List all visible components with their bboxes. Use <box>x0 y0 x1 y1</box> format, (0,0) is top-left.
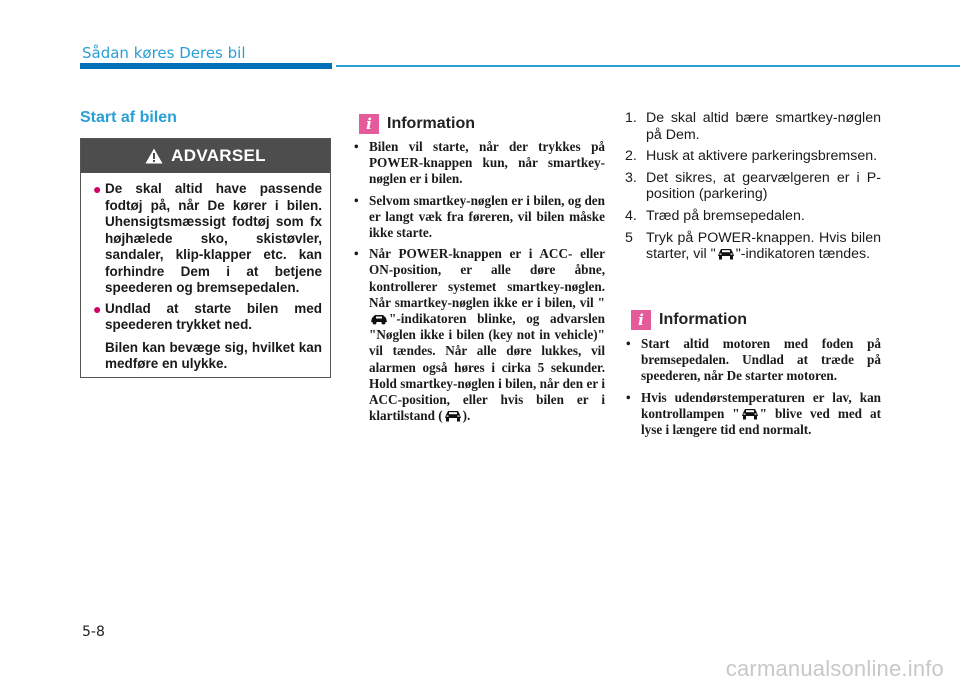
step-text: De skal altid bære smartkey-nøglen på Dem. <box>646 110 881 143</box>
info-heading <box>631 310 747 330</box>
step-number: 4. <box>625 207 637 224</box>
section-title: Start af bilen <box>80 109 177 126</box>
info-title: Information <box>387 115 475 132</box>
step-number: 3. <box>625 169 637 186</box>
header-title: Sådan køres Deres bil <box>82 44 246 62</box>
list-item <box>625 170 881 203</box>
list-item <box>353 193 605 242</box>
list-item <box>353 139 605 188</box>
car-key-indicator-icon <box>369 312 389 325</box>
step-text: Husk at aktivere parkeringsbremsen. <box>646 148 878 165</box>
info-icon: i <box>359 114 379 134</box>
bullet-icon: • <box>626 336 631 351</box>
info-title: Information <box>659 311 747 328</box>
bullet-icon: • <box>354 139 359 154</box>
info-icon: i <box>631 310 651 330</box>
info-heading <box>359 114 475 134</box>
warning-item <box>93 181 322 297</box>
list-item-text: ). <box>462 408 471 424</box>
warning-item <box>93 301 322 334</box>
step-number: 1. <box>625 110 637 126</box>
list-item <box>353 246 605 424</box>
list-item-text: Bilen vil starte, når der trykkes på POWER-knappen kun, når smartkey-nøglen er i bilen. <box>369 139 605 187</box>
info-list <box>353 139 605 429</box>
step-text: Træd på bremsepedalen. <box>646 207 805 224</box>
start-steps-list <box>625 110 881 268</box>
warning-subtext: Bilen kan bevæge sig, hvilket kan medføre en ulykke. <box>105 339 322 371</box>
watermark[interactable]: carmanualsonline.info <box>725 656 944 681</box>
header-rule <box>336 65 960 67</box>
warning-triangle-icon <box>145 148 163 164</box>
list-item-text: Selvom smartkey-nøglen er i bilen, og den er langt væk fra føreren, vil bilen måske ikke starte. <box>369 192 605 241</box>
warning-label: ADVARSEL <box>171 146 266 165</box>
car-ready-indicator-icon <box>716 247 736 260</box>
list-item-text: "-indikatoren blinke, og advarslen "Nøglen ikke i bilen (key not in vehicle)" vil tændes. Når alle døre lukkes, vil alarmen også høres i cirka 5 sekunder. Hold smartkey-nøglen i bilen, når den er i ACC-position, eller hvis bilen er i klartilstand ( <box>369 311 605 424</box>
bullet-icon: • <box>626 389 631 405</box>
list-item-text: " blive ved med at lyse i længere tid end normalt. <box>641 405 881 438</box>
warning-body <box>81 173 330 373</box>
header-bar <box>80 63 332 69</box>
warning-item-text: De skal altid have passende fodtøj på, når De kører i bilen. Uhensigtsmæssigt fodtøj som fx højhælede sko, skistøvler, sandaler, klip-klapper etc. kan forhindre Dem i at betjene speederen og bremsepedalen. <box>105 181 322 295</box>
list-item <box>625 336 881 385</box>
step-text: Tryk på POWER-knappen. Hvis bilen starter, vil " <box>646 229 881 263</box>
list-item <box>625 110 881 143</box>
list-item <box>625 148 881 165</box>
bullet-icon: ● <box>93 181 102 197</box>
list-item <box>625 230 881 263</box>
warning-box <box>80 138 331 378</box>
list-item-text: Når POWER-knappen er i ACC- eller ON-position, er alle døre åbne, kontrollerer systemet smartkey-nøglen. Når smartkey-nøglen ikke er i bilen, vil " <box>369 246 605 310</box>
warning-item-text: Undlad at starte bilen med speederen trykket ned. <box>105 300 322 332</box>
bullet-icon: ● <box>93 300 102 317</box>
page-number: 5-8 <box>82 624 105 640</box>
info-list <box>625 336 881 443</box>
list-item <box>625 390 881 439</box>
list-item-text: Hvis udendørstemperaturen er lav, kan kontrollampen " <box>641 389 881 421</box>
step-number: 5 <box>625 229 633 246</box>
car-ready-indicator-icon <box>740 407 760 420</box>
step-text: "-indikatoren tændes. <box>735 246 871 263</box>
list-item <box>625 208 881 225</box>
warning-header <box>81 139 330 173</box>
car-ready-indicator-icon <box>443 409 463 422</box>
step-number: 2. <box>625 148 637 165</box>
bullet-icon: • <box>354 246 359 262</box>
bullet-icon: • <box>354 192 359 208</box>
list-item-text: Start altid motoren med foden på bremsepedalen. Undlad at træde på speederen, når De starter motoren. <box>641 336 881 384</box>
step-text: Det sikres, at gearvælgeren er i P-position (parkering) <box>646 169 881 203</box>
